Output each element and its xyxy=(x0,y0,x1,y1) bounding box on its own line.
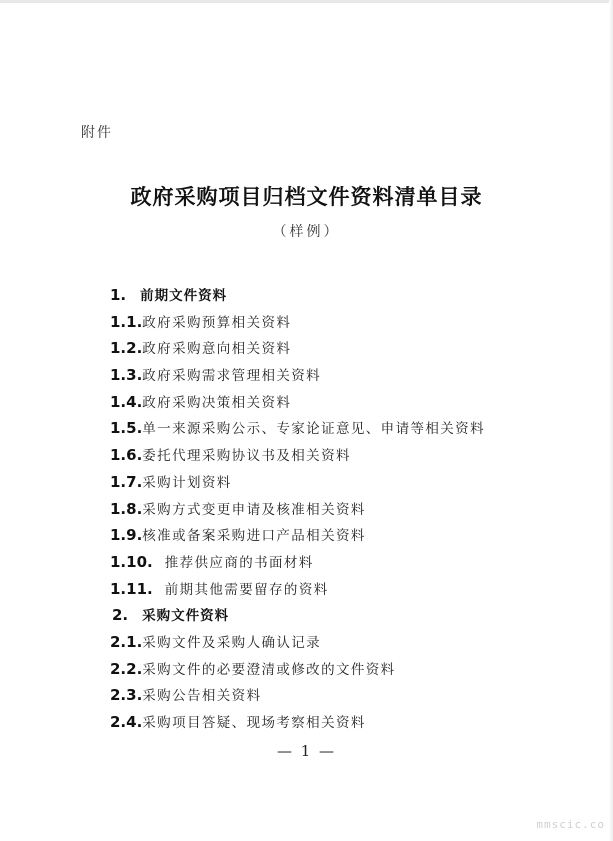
toc-label: 前期文件资料 xyxy=(140,288,228,304)
toc-label: 采购文件及采购人确认记录 xyxy=(142,634,322,651)
toc-number: 1.1. xyxy=(110,312,143,331)
page-top-edge xyxy=(0,0,613,3)
toc-number: 2.1. xyxy=(110,632,143,651)
toc-number: 1.3. xyxy=(110,366,143,385)
toc-item-1-3 xyxy=(110,364,485,391)
page-number: — 1 — xyxy=(276,742,337,760)
attachment-label: 附件 xyxy=(81,125,113,141)
toc-item-2-2 xyxy=(110,658,485,685)
site-watermark: mmscic.co xyxy=(536,818,605,831)
toc-label: 推荐供应商的书面材料 xyxy=(164,554,314,571)
toc-number: 1.11. xyxy=(110,579,153,598)
toc-section-1 xyxy=(110,284,485,311)
toc-item-1-2 xyxy=(110,337,485,364)
toc-number: 1.8. xyxy=(110,499,143,518)
toc-number: 1. xyxy=(110,286,127,304)
toc-number: 1.4. xyxy=(110,392,143,411)
toc-label: 政府采购需求管理相关资料 xyxy=(142,368,322,385)
toc-item-1-10 xyxy=(110,551,485,578)
toc-label: 采购计划资料 xyxy=(142,474,232,491)
toc-label: 采购方式变更申请及核准相关资料 xyxy=(142,501,366,518)
toc-label: 单一来源采购公示、专家论证意见、申请等相关资料 xyxy=(142,421,485,438)
toc-item-2-1 xyxy=(110,631,485,658)
toc-label: 政府采购决策相关资料 xyxy=(142,394,292,411)
toc-item-1-9 xyxy=(110,524,485,551)
document-title: 政府采购项目归档文件资料清单目录 xyxy=(130,184,483,209)
toc-number: 1.2. xyxy=(110,339,143,358)
toc-section-2 xyxy=(110,604,485,631)
toc-item-1-1 xyxy=(110,311,485,338)
toc-number: 2. xyxy=(112,606,129,625)
toc-number: 2.3. xyxy=(110,686,143,705)
toc-label: 采购文件资料 xyxy=(142,608,230,625)
toc-item-1-6 xyxy=(110,444,485,471)
toc-item-2-4 xyxy=(110,711,485,738)
toc-number: 2.2. xyxy=(110,659,143,678)
toc-label: 采购项目答疑、现场考察相关资料 xyxy=(142,715,366,731)
toc-item-1-4 xyxy=(110,391,485,418)
toc-label: 委托代理采购协议书及相关资料 xyxy=(142,448,351,465)
toc-number: 2.4. xyxy=(110,713,143,731)
toc-label: 核准或备案采购进口产品相关资料 xyxy=(142,528,366,545)
toc-label: 采购公告相关资料 xyxy=(142,688,262,705)
toc-item-1-11 xyxy=(110,578,485,605)
toc-number: 1.6. xyxy=(110,446,143,465)
toc-item-1-7 xyxy=(110,471,485,498)
toc-label: 前期其他需要留存的资料 xyxy=(164,581,329,598)
toc-label: 采购文件的必要澄清或修改的文件资料 xyxy=(142,661,396,678)
page-right-edge xyxy=(609,0,613,841)
toc-label: 政府采购预算相关资料 xyxy=(142,314,292,331)
document-subtitle: （样例） xyxy=(272,224,341,240)
toc-item-1-5 xyxy=(110,417,485,444)
toc-number: 1.10. xyxy=(110,552,153,571)
toc-list xyxy=(110,284,485,738)
toc-number: 1.9. xyxy=(110,526,143,545)
toc-number: 1.5. xyxy=(110,419,143,438)
toc-label: 政府采购意向相关资料 xyxy=(142,341,292,358)
toc-item-1-8 xyxy=(110,498,485,525)
toc-item-2-3 xyxy=(110,684,485,711)
toc-number: 1.7. xyxy=(110,472,143,491)
